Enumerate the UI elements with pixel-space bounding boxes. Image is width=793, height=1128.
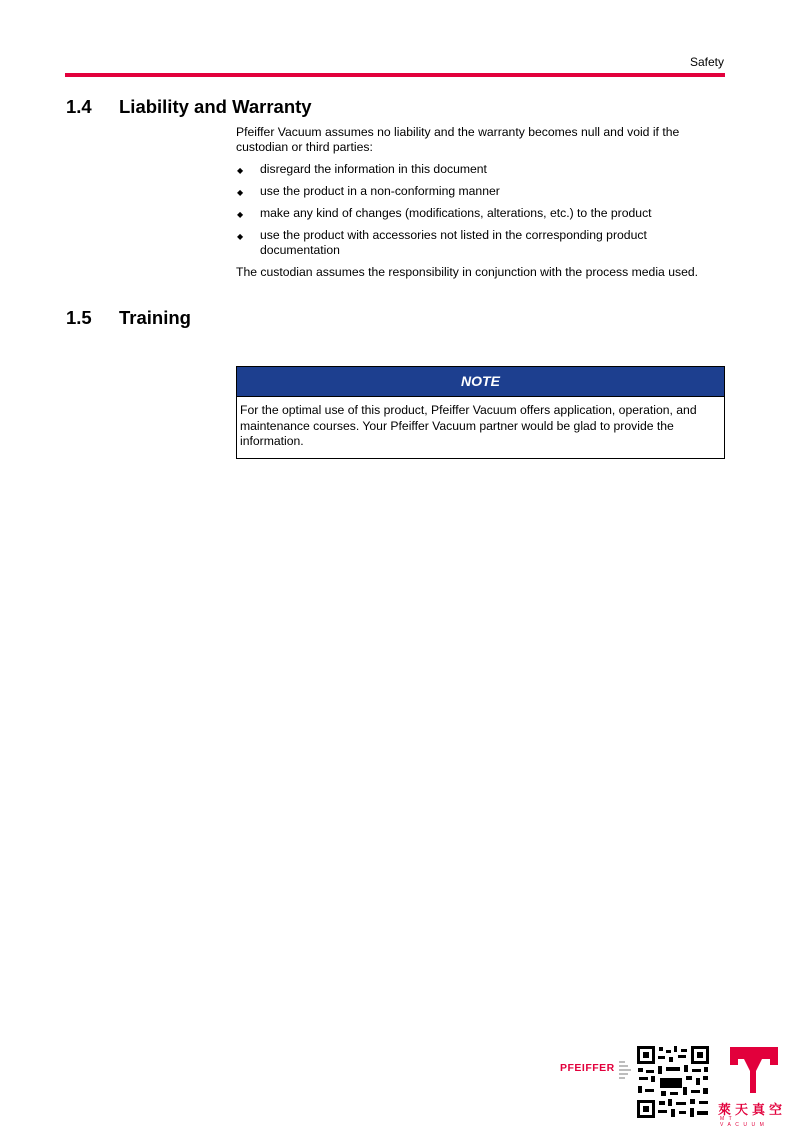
section-number: 1.4 xyxy=(66,96,92,117)
pfeiffer-logo: PFEIFFER xyxy=(560,1062,615,1074)
list-item xyxy=(236,184,726,199)
mt-vacuum-logo-icon xyxy=(728,1045,780,1095)
header-rule xyxy=(65,73,725,77)
list-item xyxy=(236,228,680,258)
list-item xyxy=(236,162,726,177)
bullet-icon: ◆ xyxy=(237,166,244,175)
list-item-text: use the product in a non-conforming manner xyxy=(260,184,500,198)
pfeiffer-logo-lines-icon xyxy=(619,1059,633,1081)
note-box xyxy=(236,366,725,459)
bullet-icon: ◆ xyxy=(237,232,244,241)
bullet-icon: ◆ xyxy=(237,188,244,197)
mt-logo-en-text: MT VACUUM xyxy=(720,1116,769,1128)
bullet-icon: ◆ xyxy=(237,210,244,219)
list-item-text: use the product with accessories not listed in the corresponding product documentation xyxy=(260,228,647,257)
section-title: Training xyxy=(119,307,191,328)
section-heading-1-5 xyxy=(66,307,191,329)
footer-logos xyxy=(558,1042,788,1128)
note-heading: NOTE xyxy=(237,367,724,397)
section-number: 1.5 xyxy=(66,307,92,328)
note-text: For the optimal use of this product, Pfeiffer Vacuum offers application, operation, and maintenance courses. Your Pfeiffer Vacuum partner would be glad to provide the information. xyxy=(240,403,697,448)
qr-code-icon xyxy=(636,1045,710,1119)
liability-intro: Pfeiffer Vacuum assumes no liability and the warranty becomes null and void if the custodian or third parties: xyxy=(236,125,680,154)
page-header-title: Safety xyxy=(689,55,724,69)
list-item-text: disregard the information in this document xyxy=(260,162,487,176)
section-title: Liability and Warranty xyxy=(119,96,312,117)
list-item-text: make any kind of changes (modifications, alterations, etc.) to the product xyxy=(260,206,652,220)
liability-bullet-list xyxy=(236,162,726,265)
mt-logo-cn-text: 萊天真空 xyxy=(718,1102,787,1117)
liability-closing: The custodian assumes the responsibility in conjunction with the process media used. xyxy=(236,265,699,279)
list-item xyxy=(236,206,726,221)
section-heading-1-4 xyxy=(66,96,312,118)
